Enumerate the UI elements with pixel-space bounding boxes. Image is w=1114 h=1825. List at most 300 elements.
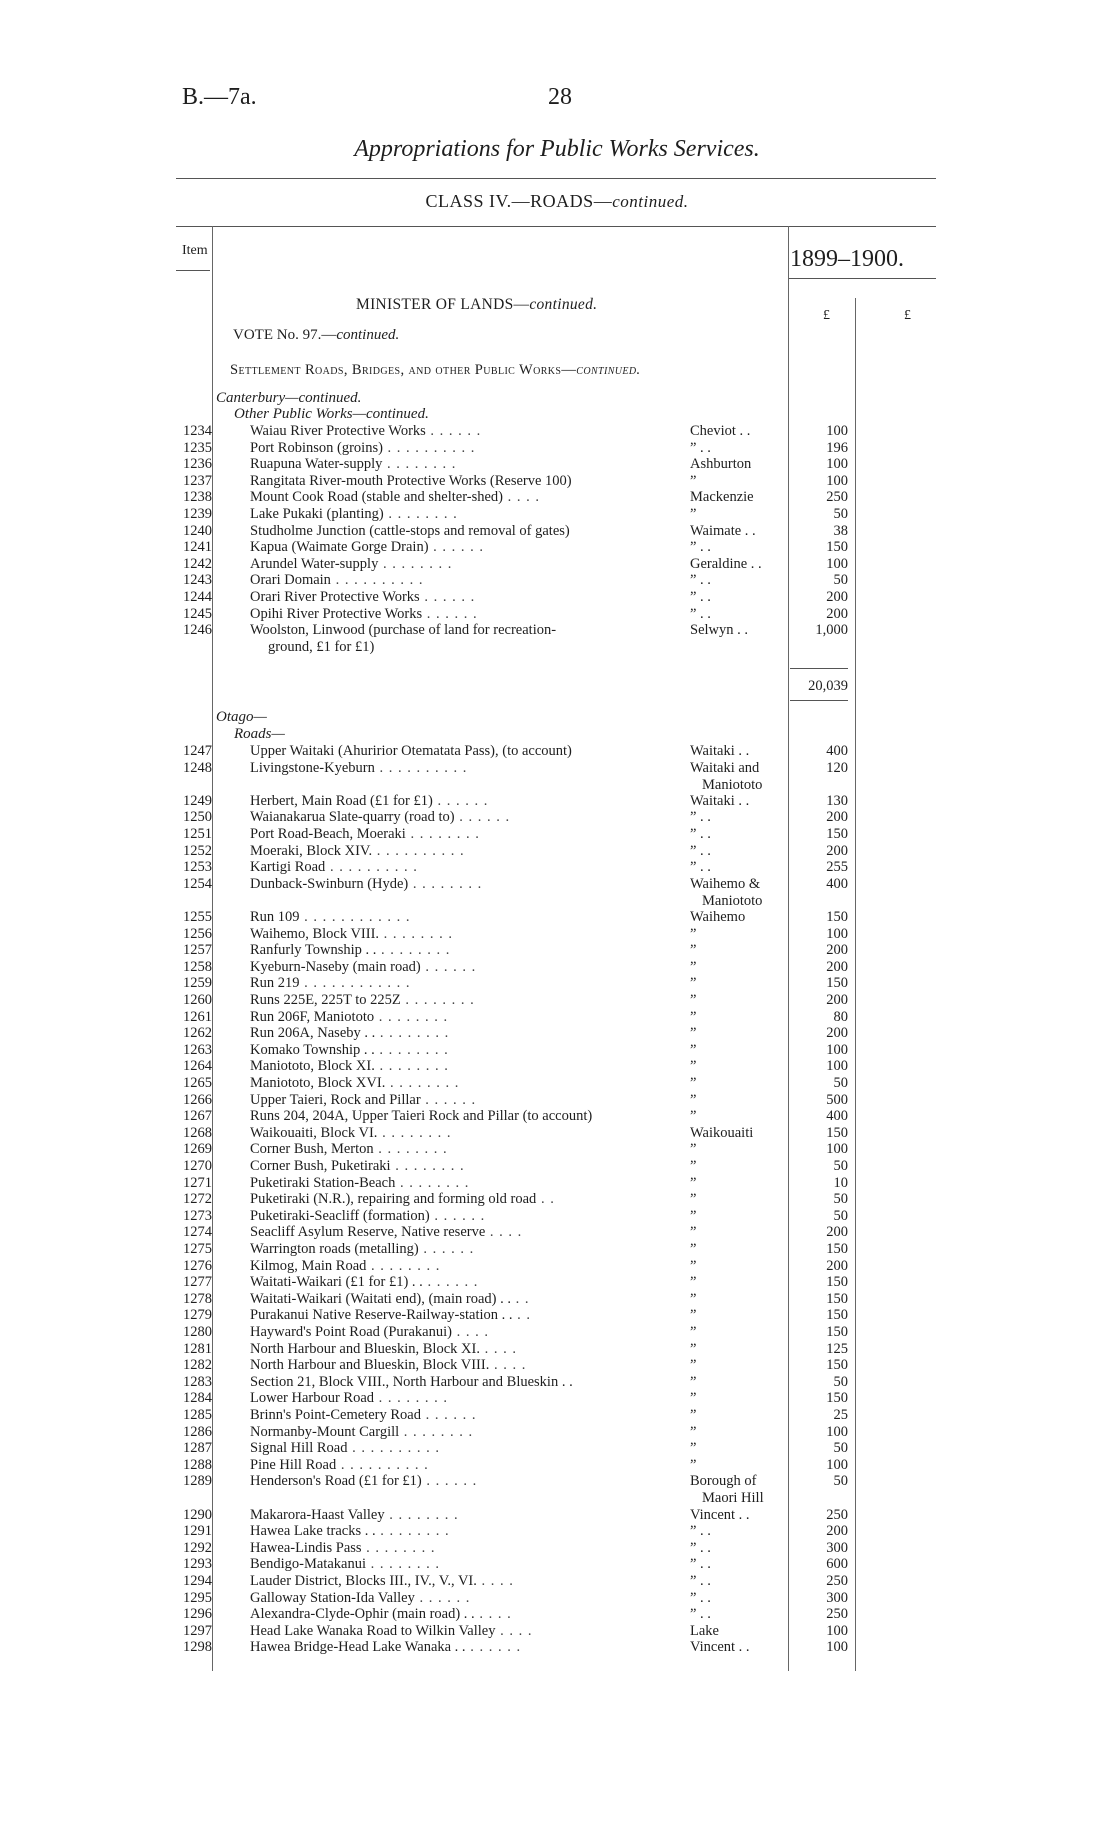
item-number: 1296: [183, 1606, 212, 1623]
district: ”: [690, 992, 697, 1008]
table-row: [0, 440, 1114, 457]
item-number: 1263: [183, 1041, 212, 1058]
table-row: [0, 1390, 1114, 1407]
subsection-heading-other-works: Other Public Works—continued.: [234, 406, 429, 422]
dot-leader: . . . . . . . .: [378, 555, 453, 572]
district-continued: Maniototo: [702, 892, 763, 909]
district: ”: [690, 1025, 697, 1042]
table-row: [0, 1341, 1114, 1358]
amount: 150: [826, 1357, 848, 1374]
table-row: [0, 1307, 1114, 1324]
amount: 600: [826, 1556, 848, 1573]
amount: 50: [833, 1075, 848, 1091]
amount: 255: [826, 859, 848, 876]
table-row: [0, 759, 1114, 793]
district: ”: [690, 958, 697, 975]
amount: 200: [826, 605, 848, 622]
item-description: Purakanui Native Reserve-Railway-station . . . .: [250, 1307, 532, 1324]
dot-leader: . . . .: [474, 1606, 512, 1623]
table-row: [0, 1058, 1114, 1075]
district: ”: [690, 1274, 697, 1291]
item-description: Run 206F, Maniototo . . . . . . . .: [250, 1008, 449, 1025]
district: ” . .: [690, 809, 711, 826]
item-description: Kyeburn-Naseby (main road) . . . . . .: [250, 958, 477, 975]
item-number: 1257: [183, 942, 212, 959]
district: ” . .: [690, 589, 711, 605]
item-description: Hawea-Lindis Pass . . . . . . . .: [250, 1539, 436, 1556]
item-number: 1254: [183, 875, 212, 892]
table-row: [0, 992, 1114, 1009]
district-continued: Maniototo: [702, 776, 763, 793]
amount: 50: [833, 1207, 848, 1224]
amount: 150: [826, 1241, 848, 1257]
canterbury-total: 20,039: [808, 678, 848, 694]
dot-leader: . . . . . . . .: [382, 456, 457, 473]
item-number: 1261: [183, 1008, 212, 1025]
dot-leader: . . . . . .: [421, 1473, 478, 1490]
table-row: [0, 523, 1114, 540]
table-row: [0, 743, 1114, 760]
dot-leader: . . . . . . . .: [366, 1257, 441, 1274]
amount: 200: [826, 1025, 848, 1042]
amount: 38: [833, 522, 848, 539]
item-description: Kartigi Road . . . . . . . . . .: [250, 859, 418, 876]
table-row: [0, 1075, 1114, 1092]
dot-leader: . . . . . .: [465, 1639, 522, 1656]
table-row: [0, 926, 1114, 943]
amount: 200: [826, 992, 848, 1008]
district: ”: [690, 1174, 697, 1191]
district: Waihemo: [690, 909, 746, 925]
dot-leader: . . . . . .: [422, 605, 478, 622]
table-row: [0, 606, 1114, 623]
document-reference: B.—7a.: [182, 84, 257, 110]
table-row: [0, 1125, 1114, 1142]
amount: 200: [826, 1523, 848, 1540]
table-row: [0, 1556, 1114, 1573]
amount: 200: [826, 1224, 848, 1241]
item-number: 1283: [183, 1373, 212, 1390]
item-number: 1297: [183, 1622, 212, 1639]
district: Mackenzie: [690, 489, 754, 506]
amount: 250: [826, 1506, 848, 1523]
class-heading: CLASS IV.—ROADS—continued.: [425, 191, 689, 211]
dot-leader: . . . . . . . .: [405, 826, 480, 842]
district: ”: [690, 1407, 697, 1423]
district: ”: [690, 1257, 697, 1274]
dot-leader: . . . . . .: [425, 423, 482, 439]
dot-leader: . . . . . . . . . .: [336, 1456, 429, 1473]
header-bottom-rule: [176, 270, 210, 271]
amount: 100: [826, 456, 848, 473]
district: ”: [690, 1141, 697, 1158]
item-description: Arundel Water-supply . . . . . . . .: [250, 555, 453, 572]
item-number: 1249: [183, 792, 212, 809]
district: ”: [690, 925, 697, 942]
item-number: 1277: [183, 1274, 212, 1291]
item-number: 1281: [183, 1340, 212, 1357]
table-row: [0, 1623, 1114, 1640]
district: ” . .: [690, 539, 711, 556]
item-number: 1253: [183, 859, 212, 876]
item-number: 1267: [183, 1108, 212, 1125]
dot-leader: . . . . . . . . . .: [330, 572, 424, 589]
amount: 196: [826, 439, 848, 456]
table-row: [0, 1291, 1114, 1308]
item-number: 1234: [183, 423, 212, 439]
item-description: Henderson's Road (£1 for £1) . . . . . .: [250, 1473, 478, 1490]
district: ”: [690, 1423, 697, 1440]
district: Waikouaiti: [690, 1124, 754, 1141]
table-row: [0, 1590, 1114, 1607]
dot-leader: . . . . . . . .: [375, 1025, 450, 1042]
item-number: 1279: [183, 1307, 212, 1324]
item-description: Brinn's Point-Cemetery Road . . . . . .: [250, 1407, 477, 1423]
page-title: Appropriations for Public Works Services.: [354, 136, 760, 162]
currency-symbol-amount: £: [823, 308, 830, 323]
dot-leader: . . . .: [489, 1357, 527, 1374]
table-row: [0, 1009, 1114, 1026]
table-row: [0, 556, 1114, 573]
item-number: 1290: [183, 1506, 212, 1523]
item-description: Galloway Station-Ida Valley . . . . . .: [250, 1589, 471, 1606]
amount: 400: [826, 1108, 848, 1125]
dot-leader: . . . .: [476, 1573, 514, 1589]
district: ”: [690, 1456, 697, 1473]
dot-leader: . . . . . . . .: [390, 1158, 465, 1174]
dot-leader: . . . . . .: [428, 539, 485, 556]
table-row: [0, 473, 1114, 490]
item-description: Waitati-Waikari (Waitati end), (main road) . . . .: [250, 1290, 530, 1307]
district-continued: Maori Hill: [702, 1490, 764, 1507]
item-description: Signal Hill Road . . . . . . . . . .: [250, 1440, 440, 1457]
item-description: Warrington roads (metalling) . . . . . .: [250, 1241, 475, 1257]
minister-heading: MINISTER OF LANDS—continued.: [356, 296, 598, 313]
item-number: 1271: [183, 1174, 212, 1191]
item-number: 1237: [183, 472, 212, 489]
item-number: 1272: [183, 1191, 212, 1208]
district: ”: [690, 975, 697, 992]
title-rule: [176, 178, 936, 179]
amount: 500: [826, 1091, 848, 1108]
item-number: 1239: [183, 506, 212, 522]
district: ”: [690, 1075, 697, 1091]
item-number: 1292: [183, 1539, 212, 1556]
dot-leader: . . . . . . . .: [400, 992, 475, 1008]
district: Vincent . .: [690, 1506, 750, 1523]
table-row: [0, 1042, 1114, 1059]
item-number: 1244: [183, 589, 212, 605]
dot-leader: . . . . . . . . . .: [382, 439, 476, 456]
item-description: Opihi River Protective Works . . . . . .: [250, 605, 478, 622]
item-description: Hawea Bridge-Head Lake Wanaka . . . . . . . .: [250, 1639, 522, 1656]
district: ” . .: [690, 1539, 711, 1556]
item-number: 1238: [183, 489, 212, 506]
item-number: 1288: [183, 1456, 212, 1473]
district: ”: [690, 1324, 697, 1340]
amount: 150: [826, 1324, 848, 1340]
dot-leader: . . . . . . . . . .: [325, 859, 418, 876]
item-number: 1235: [183, 439, 212, 456]
item-number: 1255: [183, 909, 212, 925]
amount: 100: [826, 1041, 848, 1058]
amount: 150: [826, 1124, 848, 1141]
amount: 100: [826, 1622, 848, 1639]
item-description: Waikouaiti, Block VI. . . . . . . . .: [250, 1124, 452, 1141]
item-number: 1287: [183, 1440, 212, 1457]
district: ”: [690, 1440, 697, 1457]
dot-leader: . . . . . .: [420, 1407, 477, 1423]
amount: 50: [833, 1473, 848, 1490]
amount: 100: [826, 1639, 848, 1656]
dot-leader: . . . . . . . .: [374, 1008, 449, 1025]
item-description: Maniototo, Block XI. . . . . . . . .: [250, 1058, 449, 1075]
district: ”: [690, 1224, 697, 1241]
district: ”: [690, 472, 697, 489]
district: ”: [690, 1158, 697, 1174]
amount: 150: [826, 975, 848, 992]
item-description: Port Road-Beach, Moeraki . . . . . . . .: [250, 826, 480, 842]
table-row: [0, 1274, 1114, 1291]
item-number: 1245: [183, 605, 212, 622]
item-description: Seacliff Asylum Reserve, Native reserve . . . .: [250, 1224, 523, 1241]
item-number: 1278: [183, 1290, 212, 1307]
amount: 150: [826, 1307, 848, 1324]
amount: 50: [833, 1373, 848, 1390]
item-number: 1256: [183, 925, 212, 942]
district: ” . .: [690, 439, 711, 456]
item-number: 1291: [183, 1523, 212, 1540]
table-row: [0, 1025, 1114, 1042]
dot-leader: . . . . . . . .: [365, 1556, 440, 1573]
item-description: Hayward's Point Road (Purakanui) . . . .: [250, 1324, 489, 1340]
region-heading-otago: Otago—: [216, 709, 267, 725]
item-number: 1264: [183, 1058, 212, 1075]
district: ” . .: [690, 572, 711, 589]
table-row: [0, 423, 1114, 440]
item-description: Run 206A, Naseby . . . . . . . . . .: [250, 1025, 450, 1042]
item-description: North Harbour and Blueskin, Block VIII. . . . .: [250, 1357, 527, 1374]
item-description: Waiau River Protective Works . . . . . .: [250, 423, 482, 439]
table-row: [0, 1473, 1114, 1507]
district: ”: [690, 1008, 697, 1025]
district: ”: [690, 1373, 697, 1390]
table-row: [0, 1324, 1114, 1341]
item-description: Mount Cook Road (stable and shelter-shed) . . . .: [250, 489, 541, 506]
dot-leader: . . . .: [479, 1340, 517, 1357]
item-description: Kapua (Waimate Gorge Drain) . . . . . .: [250, 539, 485, 556]
item-description: Woolston, Linwood (purchase of land for recreation-: [250, 622, 557, 639]
item-description: Port Robinson (groins) . . . . . . . . . .: [250, 439, 476, 456]
district: ”: [690, 1041, 697, 1058]
table-row: [0, 1523, 1114, 1540]
amount: 200: [826, 809, 848, 826]
item-number: 1266: [183, 1091, 212, 1108]
item-description: Upper Waitaki (Ahuririor Otematata Pass), (to account): [250, 743, 572, 759]
amount: 50: [833, 1158, 848, 1174]
table-row: [0, 1092, 1114, 1109]
table-row: [0, 1573, 1114, 1590]
item-number: 1275: [183, 1241, 212, 1257]
table-row: [0, 826, 1114, 843]
table-row: [0, 875, 1114, 909]
amount: 200: [826, 958, 848, 975]
table-row: [0, 909, 1114, 926]
item-number: 1250: [183, 809, 212, 826]
table-row: [0, 572, 1114, 589]
district: ” . .: [690, 605, 711, 622]
table-row: [0, 1224, 1114, 1241]
table-row: [0, 456, 1114, 473]
item-description: Studholme Junction (cattle-stops and removal of gates): [250, 522, 570, 539]
dot-leader: . . . . . . . .: [377, 1124, 452, 1141]
dot-leader: . . . . . .: [418, 1241, 475, 1257]
item-description-continued: ground, £1 for £1): [268, 639, 375, 656]
item-description: Makarora-Haast Valley . . . . . . . .: [250, 1506, 459, 1523]
item-column-header: Item: [182, 243, 208, 258]
item-description: Puketiraki Station-Beach . . . . . . . .: [250, 1174, 470, 1191]
item-description: North Harbour and Blueskin, Block XI. . . . .: [250, 1340, 517, 1357]
district: ”: [690, 1307, 697, 1324]
table-row: [0, 1606, 1114, 1623]
dot-leader: . . . . . .: [414, 1589, 471, 1606]
item-description: Waihemo, Block VIII. . . . . . . . .: [250, 925, 454, 942]
dot-leader: . . . . . . . .: [384, 1506, 459, 1523]
item-description: Orari River Protective Works . . . . . .: [250, 589, 476, 605]
district: ” . .: [690, 1573, 711, 1589]
item-description: Runs 225E, 225T to 225Z . . . . . . . .: [250, 992, 475, 1008]
item-description: Lower Harbour Road . . . . . . . .: [250, 1390, 449, 1407]
dot-leader: . . . . . . . .: [376, 942, 451, 959]
district: ”: [690, 1058, 697, 1075]
district: ” . .: [690, 826, 711, 842]
item-description: Kilmog, Main Road . . . . . . . .: [250, 1257, 441, 1274]
table-row: [0, 959, 1114, 976]
dot-leader: . . . . . .: [419, 589, 476, 605]
dot-leader: . . . . . . . .: [373, 1141, 448, 1158]
district: ” . .: [690, 1606, 711, 1623]
district: ” . .: [690, 859, 711, 876]
amount: 100: [826, 1058, 848, 1075]
amount: 150: [826, 1390, 848, 1407]
item-number: 1280: [183, 1324, 212, 1340]
dot-leader: . . . . . .: [422, 1274, 479, 1291]
item-description: Puketiraki-Seacliff (formation) . . . . . .: [250, 1207, 486, 1224]
year-bottom-rule: [788, 278, 936, 279]
item-number: 1295: [183, 1589, 212, 1606]
table-row: [0, 539, 1114, 556]
item-number: 1274: [183, 1224, 212, 1241]
amount: 250: [826, 1573, 848, 1589]
dot-leader: . . . . . . . .: [408, 875, 483, 892]
table-row: [0, 589, 1114, 606]
dot-leader: . . . .: [485, 1224, 523, 1241]
district: Geraldine . .: [690, 555, 762, 572]
table-row: [0, 1141, 1114, 1158]
district: Ashburton: [690, 456, 752, 473]
amount: 80: [833, 1008, 848, 1025]
dot-leader: . . . . . . . .: [385, 1075, 460, 1091]
item-number: 1242: [183, 555, 212, 572]
table-row: [0, 1175, 1114, 1192]
item-number: 1236: [183, 456, 212, 473]
dot-leader: . . . . . . . . . . . .: [299, 909, 411, 925]
table-row: [0, 1191, 1114, 1208]
item-description: Moeraki, Block XIV. . . . . . . . . . .: [250, 842, 465, 859]
amount: 400: [826, 743, 848, 759]
item-description: Hawea Lake tracks . . . . . . . . . .: [250, 1523, 450, 1540]
item-description: Upper Taieri, Rock and Pillar . . . . . .: [250, 1091, 477, 1108]
item-number: 1293: [183, 1556, 212, 1573]
item-number: 1247: [183, 743, 212, 759]
district: ”: [690, 942, 697, 959]
dot-leader: . . . .: [451, 1324, 489, 1340]
item-description: Lake Pukaki (planting) . . . . . . . .: [250, 506, 458, 522]
table-row: [0, 1241, 1114, 1258]
district: Waitaki and: [690, 759, 760, 776]
table-row: [0, 1108, 1114, 1125]
district: ” . .: [690, 1523, 711, 1540]
amount: 200: [826, 942, 848, 959]
dot-leader: . . . . . . . .: [399, 1423, 474, 1440]
table-row: [0, 1407, 1114, 1424]
item-number: 1268: [183, 1124, 212, 1141]
item-description: Ruapuna Water-supply . . . . . . . .: [250, 456, 457, 473]
amount: 150: [826, 909, 848, 925]
item-description: Run 219 . . . . . . . . . . . .: [250, 975, 411, 992]
table-row: [0, 859, 1114, 876]
dot-leader: . . . . . .: [432, 792, 489, 809]
dot-leader: . . . . . . . . . .: [372, 842, 465, 859]
item-number: 1243: [183, 572, 212, 589]
table-row: [0, 1357, 1114, 1374]
amount: 100: [826, 925, 848, 942]
item-description: Puketiraki (N.R.), repairing and forming old road . .: [250, 1191, 555, 1208]
table-row: [0, 489, 1114, 506]
district: ”: [690, 506, 697, 522]
district: Vincent . .: [690, 1639, 750, 1656]
district: Selwyn . .: [690, 622, 748, 639]
item-number: 1252: [183, 842, 212, 859]
district: ” . .: [690, 1556, 711, 1573]
amount: 100: [826, 472, 848, 489]
item-number: 1240: [183, 522, 212, 539]
item-number: 1276: [183, 1257, 212, 1274]
amount: 200: [826, 1257, 848, 1274]
item-description: Section 21, Block VIII., North Harbour and Blueskin . .: [250, 1373, 573, 1390]
dot-leader: . . . . . . . . . .: [347, 1440, 440, 1457]
amount: 150: [826, 826, 848, 842]
item-number: 1259: [183, 975, 212, 992]
item-number: 1260: [183, 992, 212, 1008]
dot-leader: . . . . . .: [429, 1207, 486, 1224]
amount: 50: [833, 572, 848, 589]
dot-leader: . .: [512, 1307, 532, 1324]
currency-symbol-total: £: [904, 308, 911, 323]
dot-leader: . . . . . . . .: [395, 1174, 470, 1191]
item-description: Ranfurly Township . . . . . . . . . .: [250, 942, 451, 959]
amount: 120: [826, 759, 848, 776]
vote-heading: VOTE No. 97.—continued.: [233, 327, 400, 343]
amount: 50: [833, 1191, 848, 1208]
amount: 150: [826, 539, 848, 556]
item-number: 1270: [183, 1158, 212, 1174]
district: Waimate . .: [690, 522, 756, 539]
amount: 10: [833, 1174, 848, 1191]
table-row: [0, 1507, 1114, 1524]
item-number: 1294: [183, 1573, 212, 1589]
item-description: Bendigo-Matakanui . . . . . . . .: [250, 1556, 440, 1573]
